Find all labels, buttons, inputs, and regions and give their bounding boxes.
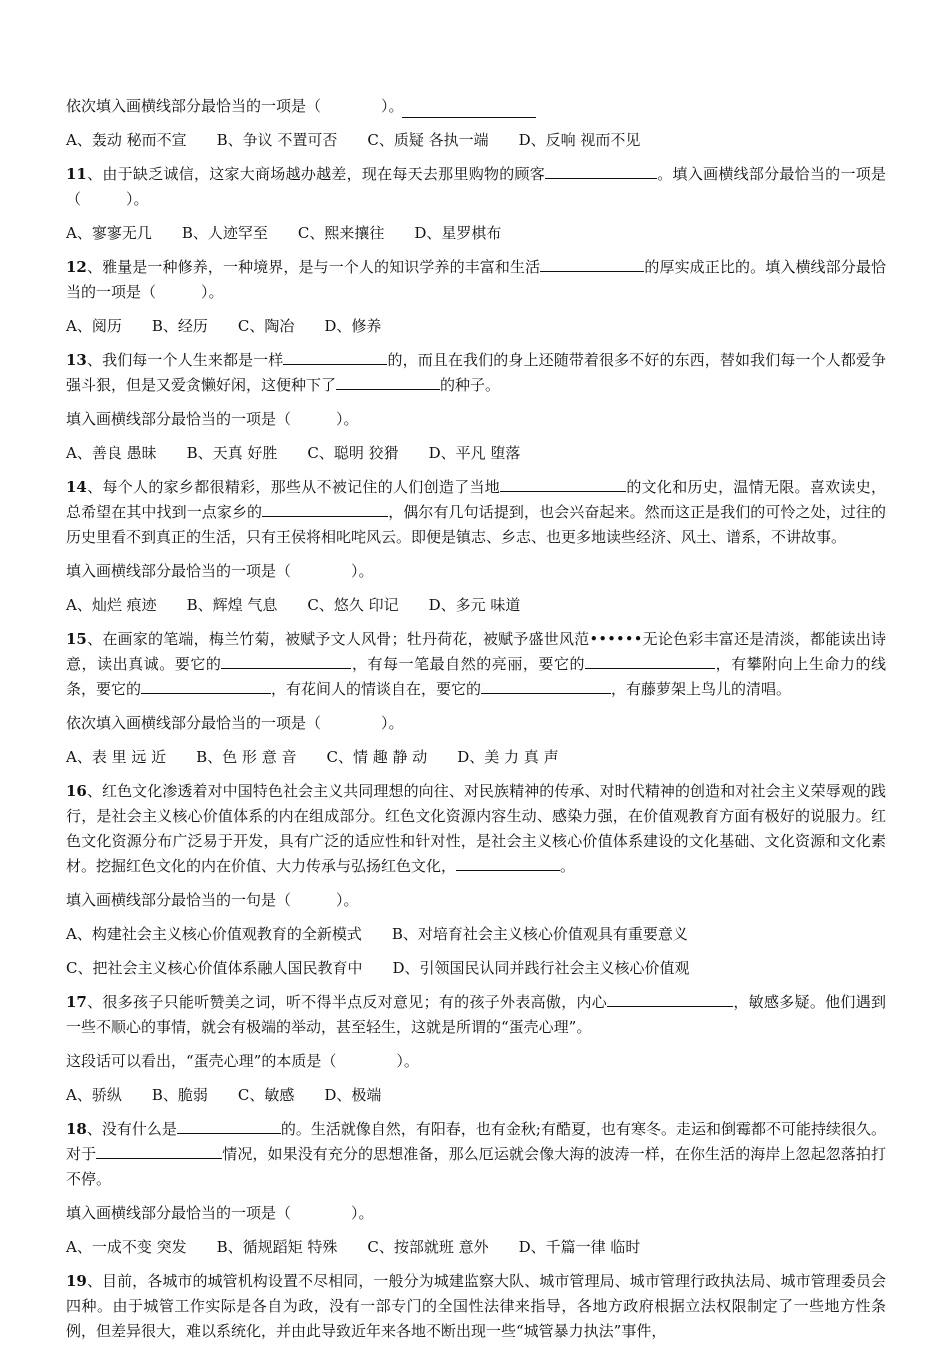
- question-17: [66, 990, 886, 1040]
- question-text: 的。生活就像自然，有阳春，也有金秋;有酷夏，也有寒冬。走运和倒霉都不可能持续很久。对于: [66, 1120, 886, 1163]
- question-text: 、没有什么是: [86, 1120, 177, 1138]
- question-text: 、红色文化渗透着对中国特色社会主义共同理想的向往、对民族精神的传承、对时代精神的创造和对社会主义荣辱观的践行，是社会主义核心价值体系的内在组成部分。红色文化资源内容生动、感染力强，在价值观教育方面有极好的说服力。红色文化资源分布广泛易于开发，具有广泛的适应性和针对性，是社会主义核心价值体系建设的文化基础、文化资源和文化素材。挖掘红色文化的内在价值、大力传承与弘扬红色文化，: [66, 782, 886, 875]
- question-text: 的文化和历史，温情无限。喜欢读史，总希望在其中找到一点家乡的: [66, 478, 886, 521]
- question-number: 17: [66, 993, 87, 1011]
- question-number: 14: [66, 478, 87, 496]
- question-11: [66, 162, 886, 212]
- question-number: 11: [66, 165, 87, 183]
- question-19: [66, 1269, 886, 1344]
- question-17-prompt: 这段话可以看出，“蛋壳心理”的本质是（ ）。: [66, 1052, 419, 1070]
- question-text: 的种子。: [440, 376, 501, 394]
- question-text: 、雅量是一种修养，一种境界，是与一个人的知识学养的丰富和生活: [86, 258, 541, 276]
- question-14-prompt: 填入画横线部分最恰当的一项是（ ）。: [66, 562, 374, 580]
- intro-question: 依次填入画横线部分最恰当的一项是（ ）。: [66, 97, 404, 115]
- fill-blank: [177, 1117, 281, 1134]
- question-12: [66, 255, 886, 305]
- intro-options: A、轰动 秘而不宣 B、争议 不置可否 C、质疑 各执一端 D、反响 视而不见: [66, 131, 641, 149]
- fill-blank: [481, 677, 611, 694]
- question-text: 的厚实成正比的。填入横线部分最恰当的一项是（ ）。: [66, 258, 886, 301]
- question-14: [66, 475, 886, 550]
- fill-blank: [283, 348, 387, 365]
- question-number: 12: [66, 258, 87, 276]
- fill-blank: [336, 373, 440, 390]
- question-15: [66, 627, 886, 702]
- question-15-prompt: 依次填入画横线部分最恰当的一项是（ ）。: [66, 714, 404, 732]
- fill-blank: [500, 475, 626, 492]
- question-number: 13: [66, 351, 87, 369]
- question-16-prompt: 填入画横线部分最恰当的一句是（ ）。: [66, 891, 359, 909]
- question-11-options: A、寥寥无几 B、人迹罕至 C、熙来攘往 D、星罗棋布: [66, 224, 502, 242]
- question-text: ，有藤萝架上鸟儿的清唱。: [611, 680, 792, 698]
- fill-blank: [585, 652, 715, 669]
- question-13-options: A、善良 愚昧 B、天真 好胜 C、聪明 狡猾 D、平凡 堕落: [66, 444, 521, 462]
- fill-blank: [540, 255, 644, 272]
- fill-blank: [545, 162, 657, 179]
- fill-blank: [221, 652, 351, 669]
- question-16-options-ab: A、构建社会主义核心价值观教育的全新模式 B、对培育社会主义核心价值观具有重要意义: [66, 925, 688, 943]
- question-text: ，有每一笔最自然的亮丽，要它的: [351, 655, 586, 673]
- question-17-options: A、骄纵 B、脆弱 C、敏感 D、极端: [66, 1086, 382, 1104]
- question-16: [66, 779, 886, 879]
- question-text: 、由于缺乏诚信，这家大商场越办越差，现在每天去那里购物的顾客: [86, 165, 546, 183]
- question-12-options: A、阅历 B、经历 C、陶冶 D、修养: [66, 317, 382, 335]
- question-16-options-cd: C、把社会主义核心价值体系融人国民教育中 D、引领国民认同并践行社会主义核心价值观: [66, 959, 690, 977]
- fill-blank: [456, 854, 560, 871]
- question-text: ，有花间人的情谈自在，要它的: [271, 680, 482, 698]
- question-text: 、我们每一个人生来都是一样: [86, 351, 284, 369]
- fill-blank: [141, 677, 271, 694]
- fill-blank: [607, 990, 733, 1007]
- question-13: [66, 348, 886, 398]
- question-text: 、很多孩子只能听赞美之词，听不得半点反对意见；有的孩子外表高傲，内心: [86, 993, 608, 1011]
- question-13-prompt: 填入画横线部分最恰当的一项是（ ）。: [66, 410, 359, 428]
- document-page: [66, 94, 886, 1353]
- question-number: 18: [66, 1120, 87, 1138]
- question-18-options: A、一成不变 突发 B、循规蹈矩 特殊 C、按部就班 意外 D、千篇一律 临时: [66, 1238, 641, 1256]
- question-text: ，敏感多疑。他们遇到一些不顺心的事情，就会有极端的举动，甚至轻生，这就是所谓的“蛋壳心理”。: [66, 993, 886, 1036]
- question-text: 。填入画横线部分最恰当的一项是（ ）。: [66, 165, 886, 208]
- question-text: 。: [560, 857, 576, 875]
- question-15-options: A、表 里 远 近 B、色 形 意 音 C、情 趣 静 动 D、美 力 真 声: [66, 748, 559, 766]
- question-text: 情况，如果没有充分的思想准备，那么厄运就会像大海的波涛一样，在你生活的海岸上忽起忽落拍打不停。: [66, 1145, 886, 1188]
- question-text: 、在画家的笔端，梅兰竹菊，被赋予文人风骨；牡丹荷花，被赋予盛世风范••••••无论色彩丰富还是清淡，都能读出诗意，读出真诚。要它的: [66, 630, 886, 673]
- question-number: 15: [66, 630, 87, 648]
- question-18: [66, 1117, 886, 1192]
- question-text: ，偶尔有几句话提到，也会兴奋起来。然而这正是我们的可怜之处，过往的历史里看不到真正的生活，只有王侯将相叱咤风云。即便是镇志、乡志、也更多地读些经济、风土、谱系，不讲故事。: [66, 503, 886, 546]
- question-text: 、目前，各城市的城管机构设置不尽相同，一般分为城建监察大队、城市管理局、城市管理行政执法局、城市管理委员会四种。由于城管工作实际是各自为政，没有一部专门的全国性法律来指导，各地方政府根据立法权限制定了一些地方性条例，但差异很大，难以系统化，并由此导致近年来各地不断出现一些“城管暴力执法”事件，: [66, 1272, 886, 1340]
- question-number: 19: [66, 1272, 87, 1290]
- fill-blank: [96, 1142, 222, 1159]
- question-text: 的，而且在我们的身上还随带着很多不好的东西，替如我们每一个人都爱争强斗狠，但是又爱贪懒好闲，这便种下了: [66, 351, 886, 394]
- fill-blank: [262, 500, 388, 517]
- question-14-options: A、灿烂 痕迹 B、辉煌 气息 C、悠久 印记 D、多元 味道: [66, 596, 521, 614]
- question-text: ，有攀附向上生命力的线条，要它的: [66, 655, 886, 698]
- question-text: 、每个人的家乡都很精彩，那些从不被记住的人们创造了当地: [86, 478, 501, 496]
- question-number: 16: [66, 782, 87, 800]
- question-18-prompt: 填入画横线部分最恰当的一项是（ ）。: [66, 1204, 374, 1222]
